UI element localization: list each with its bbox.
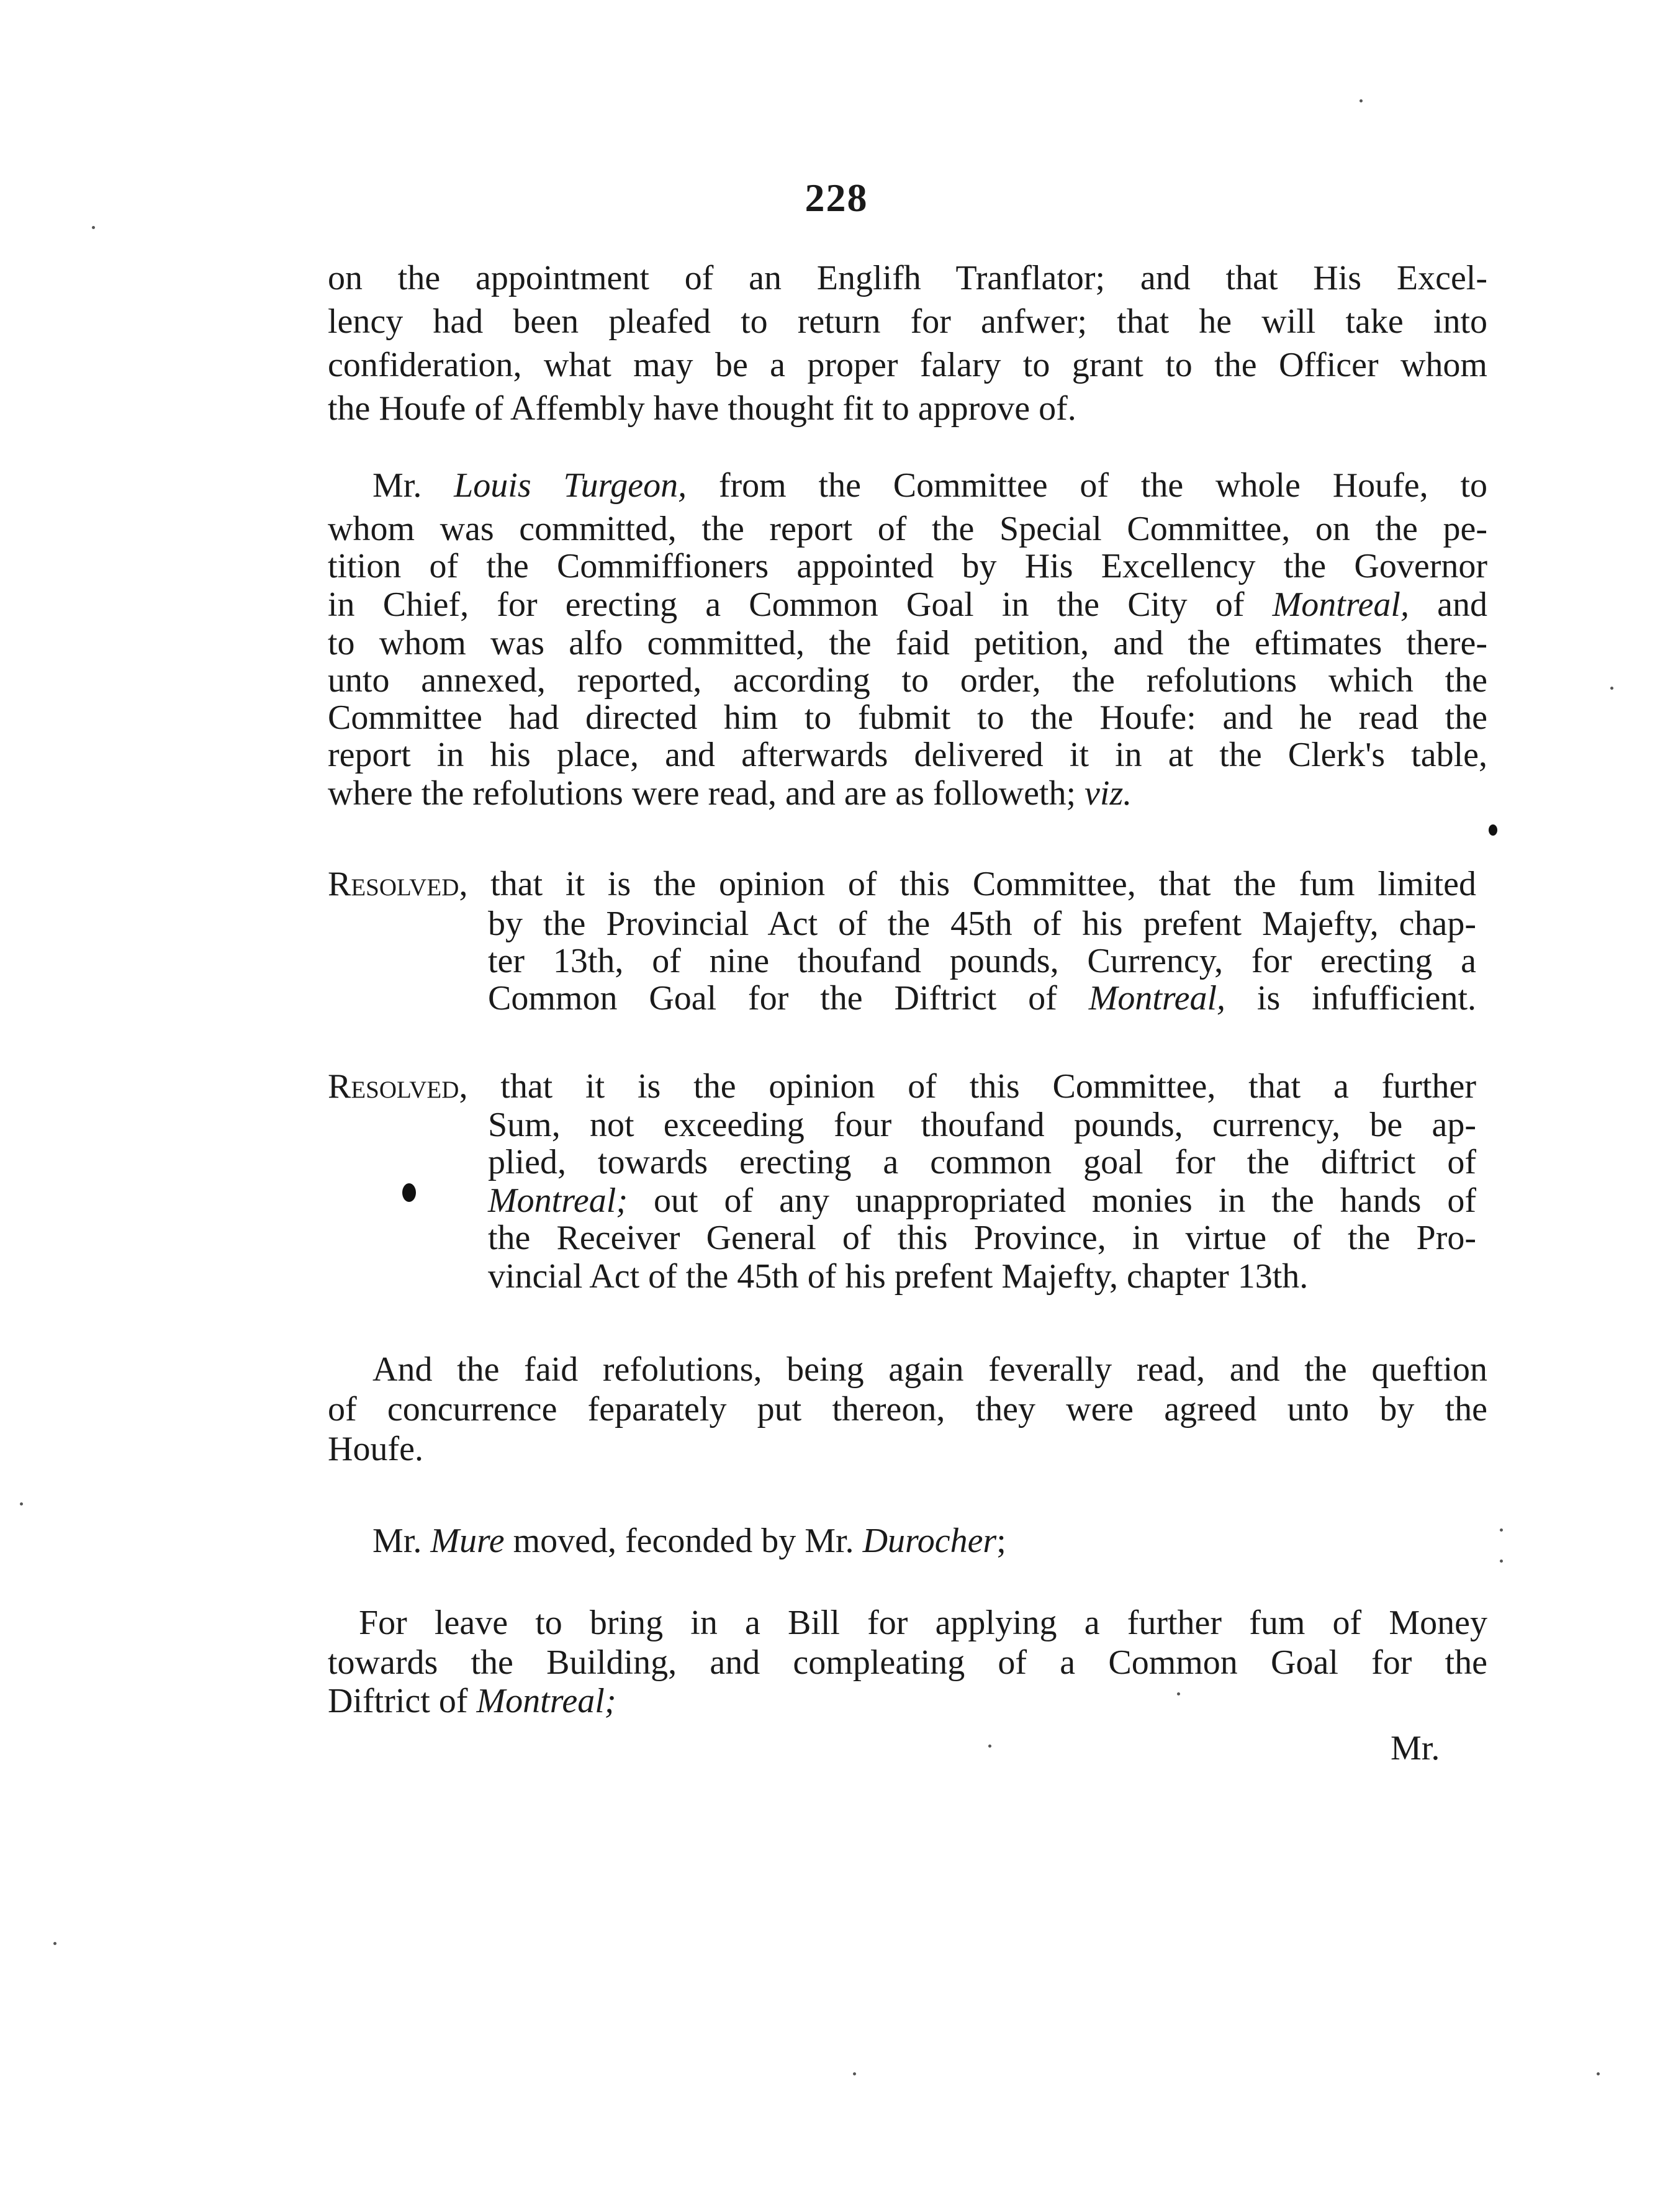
- text-line: whom was committed, the report of the Special Committee, on the pe-: [328, 510, 1487, 548]
- ink-blot-icon: [402, 1183, 416, 1202]
- speck-icon: [20, 1502, 23, 1506]
- speck-icon: [1597, 2072, 1600, 2075]
- page-number: 228: [805, 176, 868, 220]
- name-durocher: Durocher: [862, 1522, 997, 1560]
- text-line: confideration, what may be a proper falary to grant to the Officer whom: [328, 346, 1487, 384]
- speck-icon: [53, 1942, 56, 1945]
- text-line: Resolved, that it is the opinion of this Committee, that the fum limited: [328, 865, 1476, 903]
- text-line: For leave to bring in a Bill for applying a further fum of Money: [359, 1604, 1487, 1642]
- speck-icon: [988, 1745, 991, 1748]
- text-line: unto annexed, reported, according to order, the refolutions which the: [328, 661, 1487, 700]
- text-line: ter 13th, of nine thoufand pounds, Currency, for erecting a: [488, 942, 1476, 980]
- speck-icon: [1500, 1528, 1503, 1532]
- text-line: Sum, not exceeding four thoufand pounds, currency, be ap-: [488, 1106, 1476, 1144]
- text-line: Diftrict of Montreal;: [328, 1682, 616, 1720]
- motion-line: Mr. Mure moved, feconded by Mr. Durocher;: [372, 1522, 1006, 1560]
- place-montreal: Montreal,: [1272, 585, 1409, 624]
- place-montreal: Montreal;: [476, 1682, 616, 1720]
- text-line: the Receiver General of this Province, in virtue of the Pro-: [488, 1219, 1476, 1257]
- text-line: And the faid refolutions, being again feverally read, and the queftion: [372, 1350, 1487, 1389]
- catchword: Mr.: [1391, 1729, 1440, 1767]
- text-line: where the refolutions were read, and are as followeth; viz.: [328, 774, 1132, 813]
- text-line: Mr. Louis Turgeon, from the Committee of the whole Houfe, to: [372, 466, 1487, 505]
- speck-icon: [1610, 687, 1613, 690]
- text-line: plied, towards erecting a common goal for the diftrict of: [488, 1143, 1476, 1181]
- text-line: Common Goal for the Diftrict of Montreal, is infufficient.: [488, 979, 1477, 1018]
- text-line: in Chief, for erecting a Common Goal in the City of Montreal, and: [328, 585, 1487, 624]
- text-line: Montreal; out of any unappropriated monies in the hands of: [488, 1181, 1476, 1220]
- speck-icon: [92, 226, 95, 229]
- text-line: towards the Building, and compleating of a Common Goal for the: [328, 1643, 1487, 1682]
- text-line: the Houfe of Affembly have thought fit to approve of.: [328, 389, 1076, 428]
- text-line: by the Provincial Act of the 45th of his prefent Majefty, chap-: [488, 905, 1476, 943]
- ink-blot-icon: [1489, 824, 1497, 836]
- text-line: Houfe.: [328, 1430, 423, 1468]
- text-line: Resolved, that it is the opinion of this Committee, that a further: [328, 1067, 1476, 1106]
- text-line: to whom was alfo committed, the faid petition, and the eftimates there-: [328, 624, 1487, 662]
- speck-icon: [1360, 99, 1363, 102]
- text-line: of concurrence feparately put thereon, they were agreed unto by the: [328, 1390, 1487, 1429]
- resolved-label: Resolved: [328, 1067, 459, 1106]
- viz: viz.: [1085, 774, 1132, 813]
- text-line: Committee had directed him to fubmit to the Houfe: and he read the: [328, 698, 1487, 737]
- name-mure: Mure: [430, 1522, 505, 1560]
- text-line: vincial Act of the 45th of his prefent Majefty, chapter 13th.: [488, 1257, 1309, 1296]
- place-montreal: Montreal,: [1088, 979, 1226, 1018]
- text-line: tition of the Commiffioners appointed by His Excellency the Governor: [328, 547, 1487, 585]
- name-turgeon: Louis Turgeon,: [454, 466, 687, 505]
- resolved-label: Resolved: [328, 865, 459, 903]
- text-line: on the appointment of an Englifh Tranflator; and that His Excel-: [328, 259, 1487, 297]
- speck-icon: [1500, 1560, 1503, 1563]
- speck-icon: [853, 2072, 856, 2075]
- text-line: report in his place, and afterwards delivered it in at the Clerk's table,: [328, 736, 1487, 774]
- text-line: lency had been pleafed to return for anfwer; that he will take into: [328, 302, 1487, 341]
- speck-icon: [1177, 1692, 1180, 1695]
- place-montreal: Montreal;: [488, 1181, 628, 1220]
